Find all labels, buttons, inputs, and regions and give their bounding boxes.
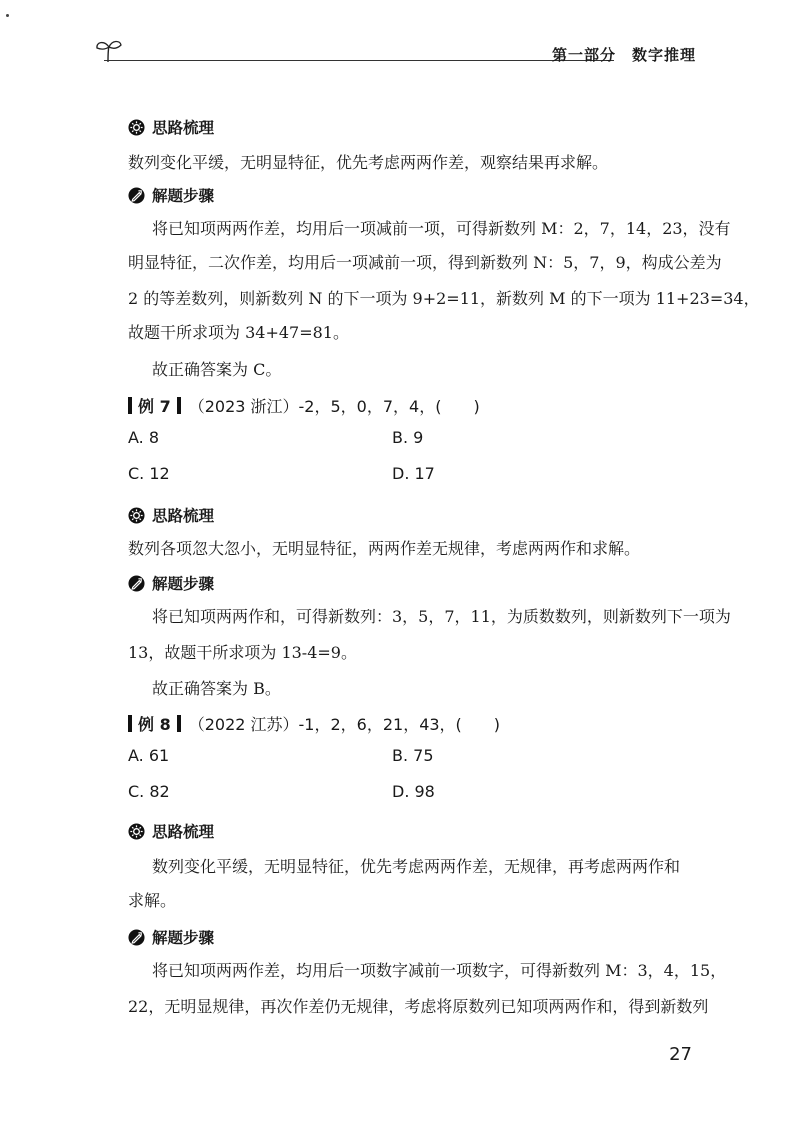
analysis-heading [128, 116, 214, 138]
paragraph-line: 将已知项两两作和，可得新数列：3，5，7，11，为质数数列，则新数列下一项为 [152, 607, 731, 626]
option-d: D. 98 [392, 782, 435, 801]
analysis-heading [128, 820, 214, 842]
solution-heading [128, 184, 214, 206]
solution-heading [128, 572, 214, 594]
bar-marker [128, 397, 132, 414]
option-c: C. 12 [128, 464, 170, 483]
pen-icon [128, 575, 145, 592]
question-label: 例 8 [138, 715, 171, 734]
question-7 [128, 394, 480, 417]
sun-icon [128, 119, 145, 136]
option-d: D. 17 [392, 464, 435, 483]
heading-text: 思路梳理 [152, 507, 215, 525]
bar-marker [177, 397, 181, 414]
option-a: A. 61 [128, 746, 170, 765]
bar-marker [177, 715, 181, 732]
paragraph-line: 将已知项两两作差，均用后一项数字减前一项数字，可得新数列 M：3，4，15， [152, 961, 727, 980]
question-label: 例 7 [138, 397, 171, 416]
question-8 [128, 712, 500, 735]
option-c: C. 82 [128, 782, 170, 801]
paragraph-line: 2 的等差数列，则新数列 N 的下一项为 9+2=11，新数列 M 的下一项为 11+23=34， [128, 289, 760, 308]
paragraph-line: 明显特征，二次作差，均用后一项减前一项，得到新数列 N：5，7，9，构成公差为 [128, 253, 722, 272]
solution-heading [128, 926, 214, 948]
heading-text: 解题步骤 [152, 929, 215, 947]
heading-text: 解题步骤 [152, 187, 215, 205]
question-body: （2022 江苏）-1，2，6，21，43，( ) [188, 715, 501, 734]
paragraph: 数列变化平缓，无明显特征，优先考虑两两作差，观察结果再求解。 [128, 153, 609, 172]
paragraph-line: 数列变化平缓，无明显特征，优先考虑两两作差，无规律，再考虑两两作和 [152, 857, 681, 876]
pen-icon [128, 187, 145, 204]
answer-line: 故正确答案为 C。 [152, 360, 282, 379]
question-body: （2023 浙江）-2，5，0，7，4，( ) [188, 397, 480, 416]
page-number: 27 [669, 1044, 692, 1065]
heading-text: 解题步骤 [152, 575, 215, 593]
paragraph-line: 22，无明显规律，再次作差仍无规律，考虑将原数列已知项两两作和，得到新数列 [128, 997, 709, 1016]
analysis-heading [128, 504, 214, 526]
paragraph-line: 求解。 [128, 891, 177, 910]
heading-text: 思路梳理 [152, 823, 215, 841]
heading-text: 思路梳理 [152, 119, 215, 137]
bar-marker [128, 715, 132, 732]
paragraph-line: 13，故题干所求项为 13-4=9。 [128, 643, 357, 662]
sun-icon [128, 507, 145, 524]
answer-line: 故正确答案为 B。 [152, 679, 281, 698]
option-b: B. 9 [392, 428, 424, 447]
scan-dot [6, 14, 9, 17]
paragraph-line: 故题干所求项为 34+47=81。 [128, 323, 349, 342]
sun-icon [128, 823, 145, 840]
paragraph-line: 将已知项两两作差，均用后一项减前一项，可得新数列 M：2，7，14，23，没有 [152, 219, 731, 238]
option-b: B. 75 [392, 746, 434, 765]
section-title: 第一部分 数字推理 [551, 46, 696, 64]
header-rule [104, 60, 614, 61]
option-a: A. 8 [128, 428, 160, 447]
pen-icon [128, 929, 145, 946]
paragraph: 数列各项忽大忽小，无明显特征，两两作差无规律，考虑两两作和求解。 [128, 539, 641, 558]
page-header [92, 38, 696, 68]
